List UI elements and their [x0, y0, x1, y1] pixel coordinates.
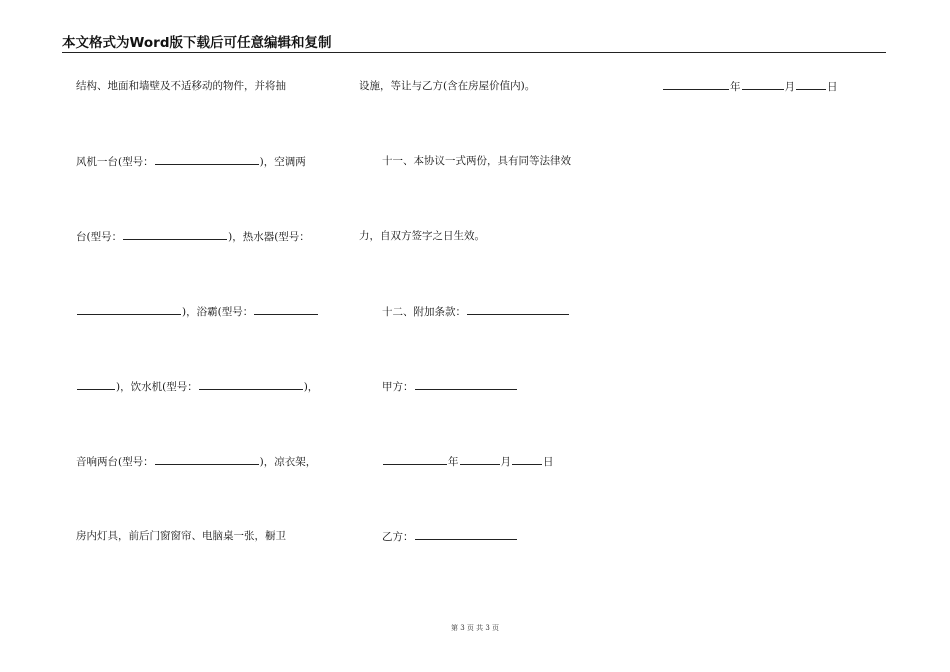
- signature-blank: [415, 379, 517, 390]
- left-line-5-part-c: )，: [303, 381, 319, 393]
- year-blank: [663, 79, 729, 90]
- left-line-3-part-b: )，热水器(型号：: [228, 231, 310, 243]
- fill-in-blank: [254, 304, 318, 315]
- left-line-7: 房内灯具，前后门窗窗帘、电脑桌一张，橱卫: [76, 530, 286, 542]
- day-label: 日: [827, 81, 838, 93]
- left-line-2-part-b: )，空调两: [259, 156, 306, 168]
- fill-in-blank: [77, 304, 181, 315]
- left-line-2: [76, 154, 306, 169]
- middle-line-7: [382, 529, 518, 544]
- right-date-line: [662, 79, 838, 94]
- year-label: 年: [730, 81, 741, 93]
- additional-terms-label: 十二、附加条款：: [382, 306, 466, 318]
- middle-line-5: [382, 379, 518, 394]
- left-line-6: [76, 454, 316, 469]
- middle-line-1: 设施，等让与乙方(含在房屋价值内)。: [359, 80, 536, 92]
- middle-line-4: [382, 304, 570, 319]
- day-blank: [512, 454, 542, 465]
- year-blank: [383, 454, 447, 465]
- party-a-label: 甲方：: [382, 381, 414, 393]
- day-label: 日: [543, 456, 554, 468]
- fill-in-blank: [155, 454, 259, 465]
- day-blank: [796, 79, 826, 90]
- month-label: 月: [500, 456, 511, 468]
- fill-in-blank: [467, 304, 569, 315]
- middle-line-3: 力，自双方签字之日生效。: [359, 230, 485, 242]
- fill-in-blank: [199, 379, 303, 390]
- document-header-title: 本文格式为Word版下载后可任意编辑和复制: [62, 35, 332, 51]
- left-line-4: [76, 304, 319, 319]
- month-label: 月: [784, 81, 795, 93]
- month-blank: [460, 454, 500, 465]
- left-line-1: 结构、地面和墙壁及不适移动的物件，并将抽: [76, 80, 286, 92]
- left-line-4-part-b: )，浴霸(型号：: [182, 306, 254, 318]
- page-number-footer: 第 3 页 共 3 页: [450, 624, 500, 632]
- middle-line-2: 十一、本协议一式两份，具有同等法律效: [382, 155, 571, 167]
- left-line-6-part-b: )，凉衣架，: [259, 456, 317, 468]
- left-line-5: [76, 379, 318, 394]
- header-divider: [62, 52, 886, 53]
- left-line-2-part-a: 风机一台(型号：: [76, 156, 154, 168]
- fill-in-blank: [77, 379, 115, 390]
- year-label: 年: [448, 456, 459, 468]
- fill-in-blank: [123, 229, 227, 240]
- left-line-3: [76, 229, 310, 244]
- fill-in-blank: [155, 154, 259, 165]
- party-b-label: 乙方：: [382, 531, 414, 543]
- month-blank: [742, 79, 784, 90]
- left-line-3-part-a: 台(型号：: [76, 231, 123, 243]
- left-line-6-part-a: 音响两台(型号：: [76, 456, 154, 468]
- left-line-5-part-b: )，饮水机(型号：: [116, 381, 198, 393]
- middle-date-line: [382, 454, 554, 469]
- signature-blank: [415, 529, 517, 540]
